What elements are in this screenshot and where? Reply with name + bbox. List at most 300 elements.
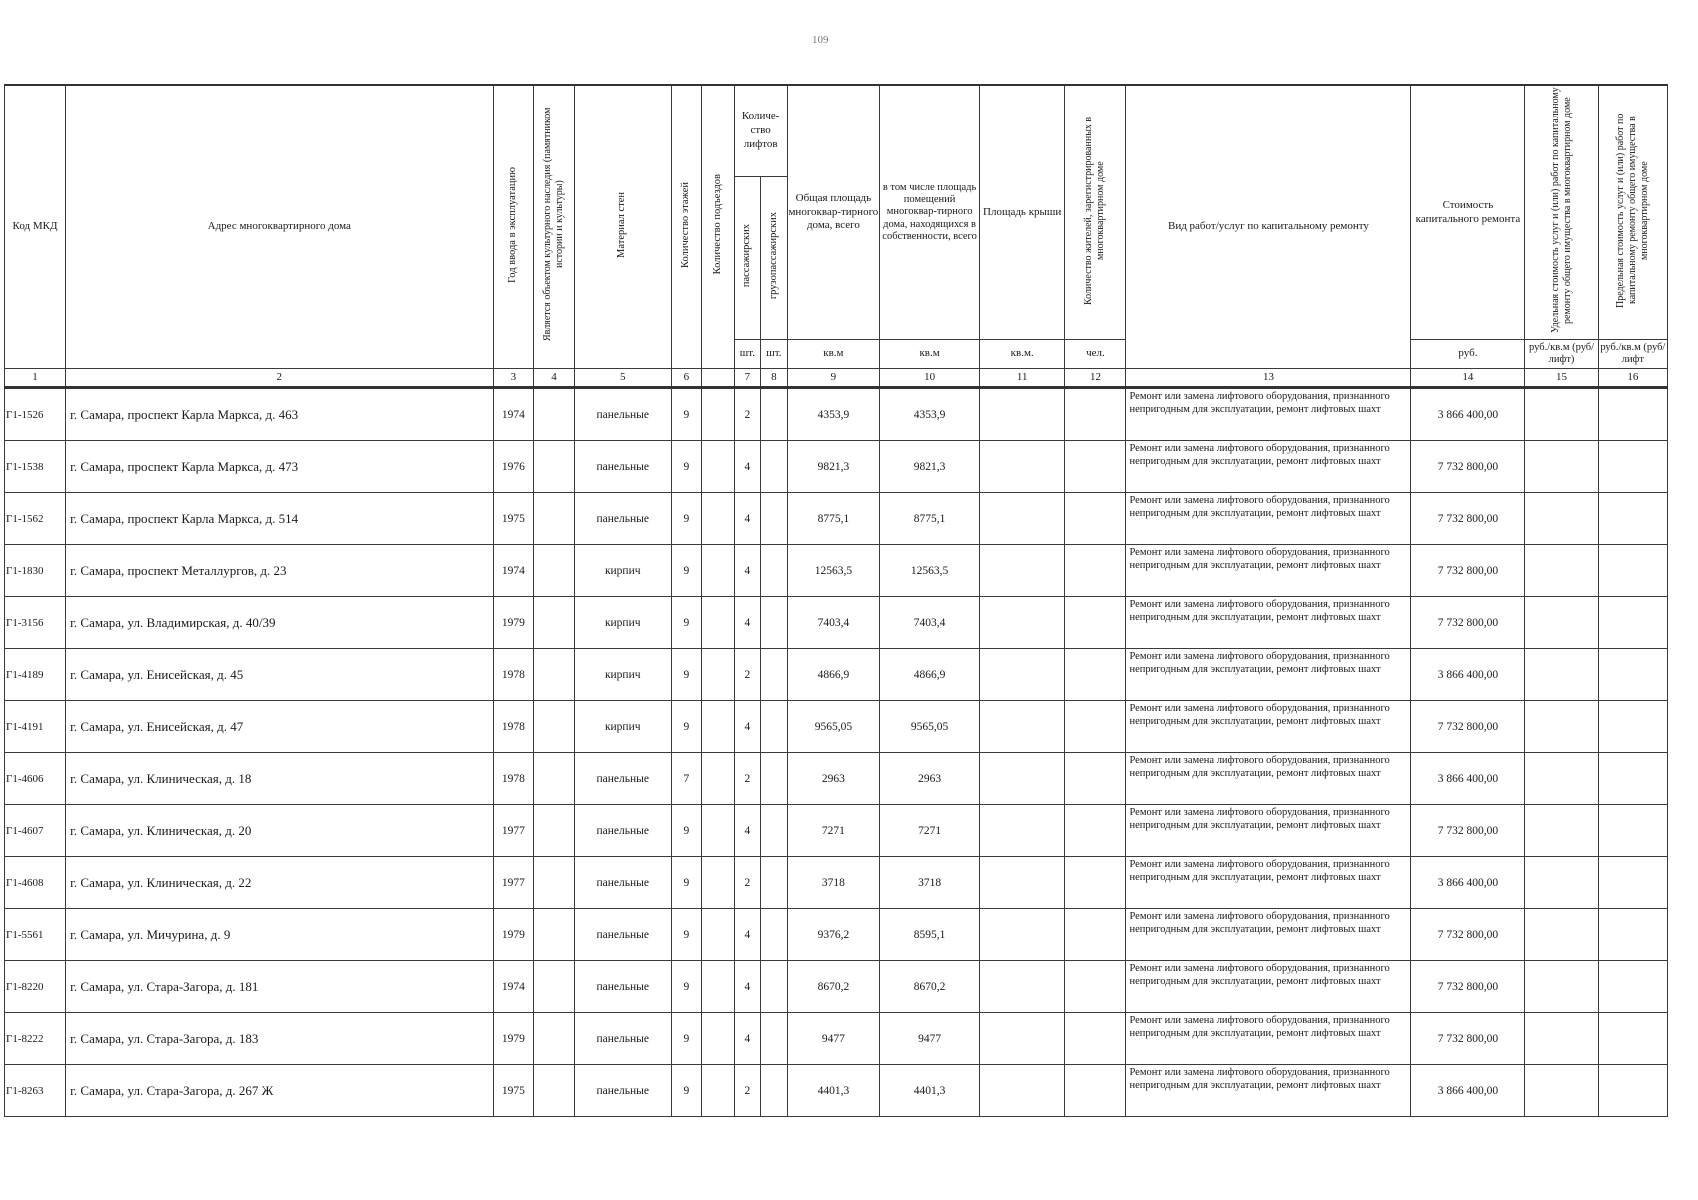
cell-unit-cost <box>1525 857 1598 909</box>
cell-floors: 9 <box>671 961 702 1013</box>
cell-roof-area <box>979 1013 1064 1065</box>
column-number: 15 <box>1525 369 1598 388</box>
cell-lifts-passenger: 4 <box>734 805 760 857</box>
cell-unit-cost <box>1525 961 1598 1013</box>
table-header <box>5 85 1668 388</box>
cell-code: Г1-8220 <box>5 961 66 1013</box>
table-row <box>5 805 1668 857</box>
cell-lifts-passenger: 4 <box>734 701 760 753</box>
cell-cost: 7 732 800,00 <box>1411 493 1525 545</box>
cell-code: Г1-8222 <box>5 1013 66 1065</box>
cell-material: панельные <box>574 493 671 545</box>
cell-year: 1979 <box>493 1013 534 1065</box>
cell-owned-area: 7403,4 <box>880 597 980 649</box>
cell-max-cost <box>1598 961 1667 1013</box>
cell-total-area: 8775,1 <box>787 493 880 545</box>
unit-cost: руб. <box>1411 340 1525 369</box>
cell-lifts-cargo <box>761 597 787 649</box>
cell-max-cost <box>1598 597 1667 649</box>
cell-cost: 7 732 800,00 <box>1411 805 1525 857</box>
cell-heritage <box>534 909 575 961</box>
cell-lifts-cargo <box>761 909 787 961</box>
cell-entrances <box>702 388 735 441</box>
cell-residents <box>1065 909 1126 961</box>
cell-max-cost <box>1598 493 1667 545</box>
cell-entrances <box>702 493 735 545</box>
cell-residents <box>1065 493 1126 545</box>
cell-owned-area: 4866,9 <box>880 649 980 701</box>
cell-lifts-passenger: 2 <box>734 649 760 701</box>
cell-address: г. Самара, проспект Металлургов, д. 23 <box>66 545 493 597</box>
page-number: 109 <box>812 34 829 46</box>
cell-roof-area <box>979 597 1064 649</box>
unit-owned-area: кв.м <box>880 340 980 369</box>
cell-max-cost <box>1598 805 1667 857</box>
cell-unit-cost <box>1525 909 1598 961</box>
header-material: Материал стен <box>574 85 671 369</box>
cell-floors: 9 <box>671 441 702 493</box>
cell-lifts-cargo <box>761 441 787 493</box>
header-owned-area: в том числе площадь помещений многоквар-тирного дома, находящихся в собственности, всего <box>880 85 980 340</box>
cell-residents <box>1065 388 1126 441</box>
cell-address: г. Самара, ул. Стара-Загора, д. 267 Ж <box>66 1065 493 1117</box>
cell-lifts-passenger: 4 <box>734 597 760 649</box>
cell-max-cost <box>1598 909 1667 961</box>
column-number: 9 <box>787 369 880 388</box>
cell-work-type: Ремонт или замена лифтового оборудования, признанного непригодным для эксплуатации, ремонт лифтовых шахт <box>1126 597 1411 649</box>
cell-lifts-cargo <box>761 961 787 1013</box>
cell-material: панельные <box>574 1013 671 1065</box>
cell-floors: 9 <box>671 493 702 545</box>
cell-material: панельные <box>574 909 671 961</box>
cell-cost: 7 732 800,00 <box>1411 1013 1525 1065</box>
cell-material: кирпич <box>574 597 671 649</box>
cell-material: панельные <box>574 961 671 1013</box>
cell-roof-area <box>979 753 1064 805</box>
header-lifts-passenger: пассажирских <box>734 177 760 340</box>
cell-cost: 3 866 400,00 <box>1411 857 1525 909</box>
column-number: 6 <box>671 369 702 388</box>
cell-roof-area <box>979 857 1064 909</box>
column-number: 8 <box>761 369 787 388</box>
cell-residents <box>1065 961 1126 1013</box>
cell-material: кирпич <box>574 649 671 701</box>
cell-entrances <box>702 753 735 805</box>
cell-code: Г1-4189 <box>5 649 66 701</box>
cell-heritage <box>534 597 575 649</box>
cell-work-type: Ремонт или замена лифтового оборудования, признанного непригодным для эксплуатации, ремонт лифтовых шахт <box>1126 1013 1411 1065</box>
column-number: 16 <box>1598 369 1667 388</box>
cell-entrances <box>702 961 735 1013</box>
cell-roof-area <box>979 545 1064 597</box>
cell-material: панельные <box>574 1065 671 1117</box>
cell-year: 1977 <box>493 857 534 909</box>
column-number: 3 <box>493 369 534 388</box>
header-unit-cost: Удельная стоимость услуг и (или) работ по капитальному ремонту общего имущества в многоквартирном доме <box>1525 85 1598 340</box>
cell-owned-area: 8670,2 <box>880 961 980 1013</box>
table-row <box>5 909 1668 961</box>
table-body <box>5 388 1668 1117</box>
cell-year: 1978 <box>493 701 534 753</box>
cell-cost: 7 732 800,00 <box>1411 701 1525 753</box>
cell-address: г. Самара, ул. Енисейская, д. 45 <box>66 649 493 701</box>
cell-floors: 9 <box>671 649 702 701</box>
cell-entrances <box>702 1065 735 1117</box>
column-number: 11 <box>979 369 1064 388</box>
unit-unit-cost: руб./кв.м (руб/лифт) <box>1525 340 1598 369</box>
cell-unit-cost <box>1525 597 1598 649</box>
table-row <box>5 441 1668 493</box>
cell-lifts-cargo <box>761 857 787 909</box>
unit-max-cost: руб./кв.м (руб/лифт <box>1598 340 1667 369</box>
cell-floors: 9 <box>671 1065 702 1117</box>
cell-total-area: 9565,05 <box>787 701 880 753</box>
cell-max-cost <box>1598 753 1667 805</box>
cell-entrances <box>702 1013 735 1065</box>
cell-total-area: 2963 <box>787 753 880 805</box>
cell-heritage <box>534 857 575 909</box>
cell-max-cost <box>1598 1065 1667 1117</box>
cell-floors: 9 <box>671 701 702 753</box>
cell-heritage <box>534 649 575 701</box>
cell-floors: 9 <box>671 388 702 441</box>
cell-work-type: Ремонт или замена лифтового оборудования, признанного непригодным для эксплуатации, ремонт лифтовых шахт <box>1126 701 1411 753</box>
cell-floors: 9 <box>671 857 702 909</box>
cell-total-area: 4353,9 <box>787 388 880 441</box>
cell-material: панельные <box>574 753 671 805</box>
cell-lifts-cargo <box>761 701 787 753</box>
cell-residents <box>1065 857 1126 909</box>
header-max-cost: Предельная стоимость услуг и (или) работ по капитальному ремонту общего имущества в многоквартирном доме <box>1598 85 1667 340</box>
cell-floors: 7 <box>671 753 702 805</box>
cell-work-type: Ремонт или замена лифтового оборудования, признанного непригодным для эксплуатации, ремонт лифтовых шахт <box>1126 857 1411 909</box>
cell-year: 1979 <box>493 909 534 961</box>
cell-year: 1976 <box>493 441 534 493</box>
cell-lifts-cargo <box>761 805 787 857</box>
cell-address: г. Самара, проспект Карла Маркса, д. 473 <box>66 441 493 493</box>
column-number: 14 <box>1411 369 1525 388</box>
cell-roof-area <box>979 441 1064 493</box>
cell-unit-cost <box>1525 649 1598 701</box>
cell-year: 1975 <box>493 493 534 545</box>
cell-lifts-passenger: 4 <box>734 961 760 1013</box>
cell-work-type: Ремонт или замена лифтового оборудования, признанного непригодным для эксплуатации, ремонт лифтовых шахт <box>1126 493 1411 545</box>
cell-max-cost <box>1598 857 1667 909</box>
cell-owned-area: 4353,9 <box>880 388 980 441</box>
header-lifts-cargo: грузопассажирских <box>761 177 787 340</box>
cell-cost: 3 866 400,00 <box>1411 388 1525 441</box>
header-entrances: Количество подъездов <box>702 85 735 369</box>
cell-residents <box>1065 753 1126 805</box>
column-number: 12 <box>1065 369 1126 388</box>
cell-max-cost <box>1598 1013 1667 1065</box>
cell-heritage <box>534 493 575 545</box>
header-lifts: Количе-ство лифтов <box>734 85 787 177</box>
cell-max-cost <box>1598 441 1667 493</box>
cell-year: 1975 <box>493 1065 534 1117</box>
cell-lifts-passenger: 2 <box>734 857 760 909</box>
cell-owned-area: 7271 <box>880 805 980 857</box>
cell-address: г. Самара, ул. Мичурина, д. 9 <box>66 909 493 961</box>
cell-total-area: 4401,3 <box>787 1065 880 1117</box>
cell-residents <box>1065 1013 1126 1065</box>
cell-cost: 7 732 800,00 <box>1411 545 1525 597</box>
cell-total-area: 4866,9 <box>787 649 880 701</box>
column-number: 5 <box>574 369 671 388</box>
cell-address: г. Самара, ул. Клиническая, д. 22 <box>66 857 493 909</box>
cell-cost: 7 732 800,00 <box>1411 597 1525 649</box>
cell-year: 1979 <box>493 597 534 649</box>
cell-unit-cost <box>1525 545 1598 597</box>
table-row <box>5 388 1668 441</box>
cell-cost: 3 866 400,00 <box>1411 753 1525 805</box>
cell-code: Г1-5561 <box>5 909 66 961</box>
cell-heritage <box>534 701 575 753</box>
cell-lifts-cargo <box>761 545 787 597</box>
cell-roof-area <box>979 388 1064 441</box>
cell-address: г. Самара, ул. Клиническая, д. 18 <box>66 753 493 805</box>
cell-floors: 9 <box>671 597 702 649</box>
cell-floors: 9 <box>671 805 702 857</box>
cell-cost: 3 866 400,00 <box>1411 1065 1525 1117</box>
cell-lifts-passenger: 2 <box>734 753 760 805</box>
cell-work-type: Ремонт или замена лифтового оборудования, признанного непригодным для эксплуатации, ремонт лифтовых шахт <box>1126 441 1411 493</box>
cell-entrances <box>702 701 735 753</box>
cell-address: г. Самара, ул. Стара-Загора, д. 183 <box>66 1013 493 1065</box>
cell-total-area: 9477 <box>787 1013 880 1065</box>
cell-work-type: Ремонт или замена лифтового оборудования, признанного непригодным для эксплуатации, ремонт лифтовых шахт <box>1126 961 1411 1013</box>
table-row <box>5 597 1668 649</box>
cell-residents <box>1065 701 1126 753</box>
cell-roof-area <box>979 701 1064 753</box>
cell-lifts-cargo <box>761 649 787 701</box>
cell-cost: 7 732 800,00 <box>1411 961 1525 1013</box>
cell-unit-cost <box>1525 493 1598 545</box>
cell-code: Г1-1830 <box>5 545 66 597</box>
cell-code: Г1-4608 <box>5 857 66 909</box>
cell-work-type: Ремонт или замена лифтового оборудования, признанного непригодным для эксплуатации, ремонт лифтовых шахт <box>1126 545 1411 597</box>
cell-cost: 7 732 800,00 <box>1411 441 1525 493</box>
cell-material: панельные <box>574 857 671 909</box>
header-roof-area: Площадь крыши <box>979 85 1064 340</box>
column-number: 4 <box>534 369 575 388</box>
cell-material: кирпич <box>574 545 671 597</box>
cell-work-type: Ремонт или замена лифтового оборудования, признанного непригодным для эксплуатации, ремонт лифтовых шахт <box>1126 805 1411 857</box>
cell-roof-area <box>979 961 1064 1013</box>
cell-owned-area: 9477 <box>880 1013 980 1065</box>
cell-address: г. Самара, ул. Енисейская, д. 47 <box>66 701 493 753</box>
cell-work-type: Ремонт или замена лифтового оборудования, признанного непригодным для эксплуатации, ремонт лифтовых шахт <box>1126 753 1411 805</box>
header-work-type: Вид работ/услуг по капитальному ремонту <box>1126 85 1411 369</box>
cell-residents <box>1065 649 1126 701</box>
cell-unit-cost <box>1525 1065 1598 1117</box>
cell-entrances <box>702 857 735 909</box>
cell-roof-area <box>979 649 1064 701</box>
cell-code: Г1-1526 <box>5 388 66 441</box>
cell-code: Г1-4606 <box>5 753 66 805</box>
cell-total-area: 7271 <box>787 805 880 857</box>
cell-entrances <box>702 441 735 493</box>
table-row <box>5 753 1668 805</box>
cell-work-type: Ремонт или замена лифтового оборудования, признанного непригодным для эксплуатации, ремонт лифтовых шахт <box>1126 388 1411 441</box>
cell-heritage <box>534 441 575 493</box>
cell-code: Г1-1562 <box>5 493 66 545</box>
cell-year: 1977 <box>493 805 534 857</box>
table-row <box>5 1065 1668 1117</box>
column-number: 2 <box>66 369 493 388</box>
cell-address: г. Самара, проспект Карла Маркса, д. 514 <box>66 493 493 545</box>
cell-heritage <box>534 753 575 805</box>
cell-lifts-cargo <box>761 1013 787 1065</box>
cell-entrances <box>702 649 735 701</box>
cell-max-cost <box>1598 388 1667 441</box>
cell-material: панельные <box>574 441 671 493</box>
column-number <box>702 369 735 388</box>
cell-lifts-passenger: 2 <box>734 388 760 441</box>
cell-residents <box>1065 545 1126 597</box>
cell-code: Г1-3156 <box>5 597 66 649</box>
table-row <box>5 493 1668 545</box>
cell-lifts-cargo <box>761 388 787 441</box>
cell-total-area: 8670,2 <box>787 961 880 1013</box>
cell-unit-cost <box>1525 805 1598 857</box>
cell-heritage <box>534 1065 575 1117</box>
table-row <box>5 857 1668 909</box>
cell-lifts-passenger: 4 <box>734 1013 760 1065</box>
cell-entrances <box>702 597 735 649</box>
cell-lifts-cargo <box>761 1065 787 1117</box>
cell-year: 1978 <box>493 753 534 805</box>
cell-residents <box>1065 805 1126 857</box>
cell-heritage <box>534 1013 575 1065</box>
cell-material: кирпич <box>574 701 671 753</box>
cell-total-area: 7403,4 <box>787 597 880 649</box>
cell-roof-area <box>979 493 1064 545</box>
cell-max-cost <box>1598 545 1667 597</box>
cell-unit-cost <box>1525 441 1598 493</box>
header-address: Адрес многоквартирного дома <box>66 85 493 369</box>
unit-lifts-cargo: шт. <box>761 340 787 369</box>
cell-code: Г1-4607 <box>5 805 66 857</box>
header-floors: Количество этажей <box>671 85 702 369</box>
cell-residents <box>1065 1065 1126 1117</box>
cell-lifts-cargo <box>761 493 787 545</box>
cell-heritage <box>534 961 575 1013</box>
cell-residents <box>1065 597 1126 649</box>
cell-heritage <box>534 388 575 441</box>
table-row <box>5 961 1668 1013</box>
cell-roof-area <box>979 805 1064 857</box>
table-row <box>5 545 1668 597</box>
cell-owned-area: 12563,5 <box>880 545 980 597</box>
cell-year: 1978 <box>493 649 534 701</box>
cell-unit-cost <box>1525 753 1598 805</box>
column-number: 7 <box>734 369 760 388</box>
cell-floors: 9 <box>671 545 702 597</box>
cell-floors: 9 <box>671 909 702 961</box>
cell-roof-area <box>979 1065 1064 1117</box>
cell-unit-cost <box>1525 1013 1598 1065</box>
cell-year: 1974 <box>493 961 534 1013</box>
capital-repair-table <box>4 84 1668 1117</box>
cell-owned-area: 4401,3 <box>880 1065 980 1117</box>
cell-lifts-passenger: 4 <box>734 441 760 493</box>
header-year: Год ввода в эксплуатацию <box>493 85 534 369</box>
cell-code: Г1-1538 <box>5 441 66 493</box>
header-total-area: Общая площадь многоквар-тирного дома, всего <box>787 85 880 340</box>
cell-address: г. Самара, ул. Клиническая, д. 20 <box>66 805 493 857</box>
cell-cost: 3 866 400,00 <box>1411 649 1525 701</box>
cell-cost: 7 732 800,00 <box>1411 909 1525 961</box>
cell-floors: 9 <box>671 1013 702 1065</box>
cell-heritage <box>534 805 575 857</box>
cell-owned-area: 2963 <box>880 753 980 805</box>
cell-address: г. Самара, проспект Карла Маркса, д. 463 <box>66 388 493 441</box>
column-number: 1 <box>5 369 66 388</box>
header-heritage: Является объектом культурного наследия (памятником истории и культуры) <box>534 85 575 369</box>
unit-residents: чел. <box>1065 340 1126 369</box>
header-residents: Количество жителей, зарегистрированных в многоквартирном доме <box>1065 85 1126 340</box>
cell-code: Г1-8263 <box>5 1065 66 1117</box>
cell-lifts-passenger: 4 <box>734 493 760 545</box>
unit-lifts-passenger: шт. <box>734 340 760 369</box>
cell-entrances <box>702 545 735 597</box>
cell-entrances <box>702 909 735 961</box>
cell-total-area: 9376,2 <box>787 909 880 961</box>
column-number: 13 <box>1126 369 1411 388</box>
cell-max-cost <box>1598 701 1667 753</box>
cell-work-type: Ремонт или замена лифтового оборудования, признанного непригодным для эксплуатации, ремонт лифтовых шахт <box>1126 909 1411 961</box>
cell-code: Г1-4191 <box>5 701 66 753</box>
cell-address: г. Самара, ул. Стара-Загора, д. 181 <box>66 961 493 1013</box>
cell-unit-cost <box>1525 388 1598 441</box>
cell-address: г. Самара, ул. Владимирская, д. 40/39 <box>66 597 493 649</box>
cell-max-cost <box>1598 649 1667 701</box>
cell-owned-area: 8775,1 <box>880 493 980 545</box>
cell-owned-area: 3718 <box>880 857 980 909</box>
table-row <box>5 649 1668 701</box>
cell-owned-area: 9821,3 <box>880 441 980 493</box>
table-row <box>5 1013 1668 1065</box>
cell-heritage <box>534 545 575 597</box>
cell-lifts-passenger: 4 <box>734 545 760 597</box>
cell-unit-cost <box>1525 701 1598 753</box>
cell-material: панельные <box>574 388 671 441</box>
header-code: Код МКД <box>5 85 66 369</box>
column-number: 10 <box>880 369 980 388</box>
cell-lifts-cargo <box>761 753 787 805</box>
cell-entrances <box>702 805 735 857</box>
unit-total-area: кв.м <box>787 340 880 369</box>
cell-owned-area: 9565,05 <box>880 701 980 753</box>
cell-owned-area: 8595,1 <box>880 909 980 961</box>
cell-residents <box>1065 441 1126 493</box>
cell-roof-area <box>979 909 1064 961</box>
cell-lifts-passenger: 2 <box>734 1065 760 1117</box>
cell-year: 1974 <box>493 388 534 441</box>
cell-work-type: Ремонт или замена лифтового оборудования, признанного непригодным для эксплуатации, ремонт лифтовых шахт <box>1126 649 1411 701</box>
cell-material: панельные <box>574 805 671 857</box>
header-cost: Стоимость капитального ремонта <box>1411 85 1525 340</box>
table-row <box>5 701 1668 753</box>
cell-total-area: 12563,5 <box>787 545 880 597</box>
cell-total-area: 3718 <box>787 857 880 909</box>
cell-total-area: 9821,3 <box>787 441 880 493</box>
cell-year: 1974 <box>493 545 534 597</box>
cell-lifts-passenger: 4 <box>734 909 760 961</box>
unit-roof-area: кв.м. <box>979 340 1064 369</box>
cell-work-type: Ремонт или замена лифтового оборудования, признанного непригодным для эксплуатации, ремонт лифтовых шахт <box>1126 1065 1411 1117</box>
